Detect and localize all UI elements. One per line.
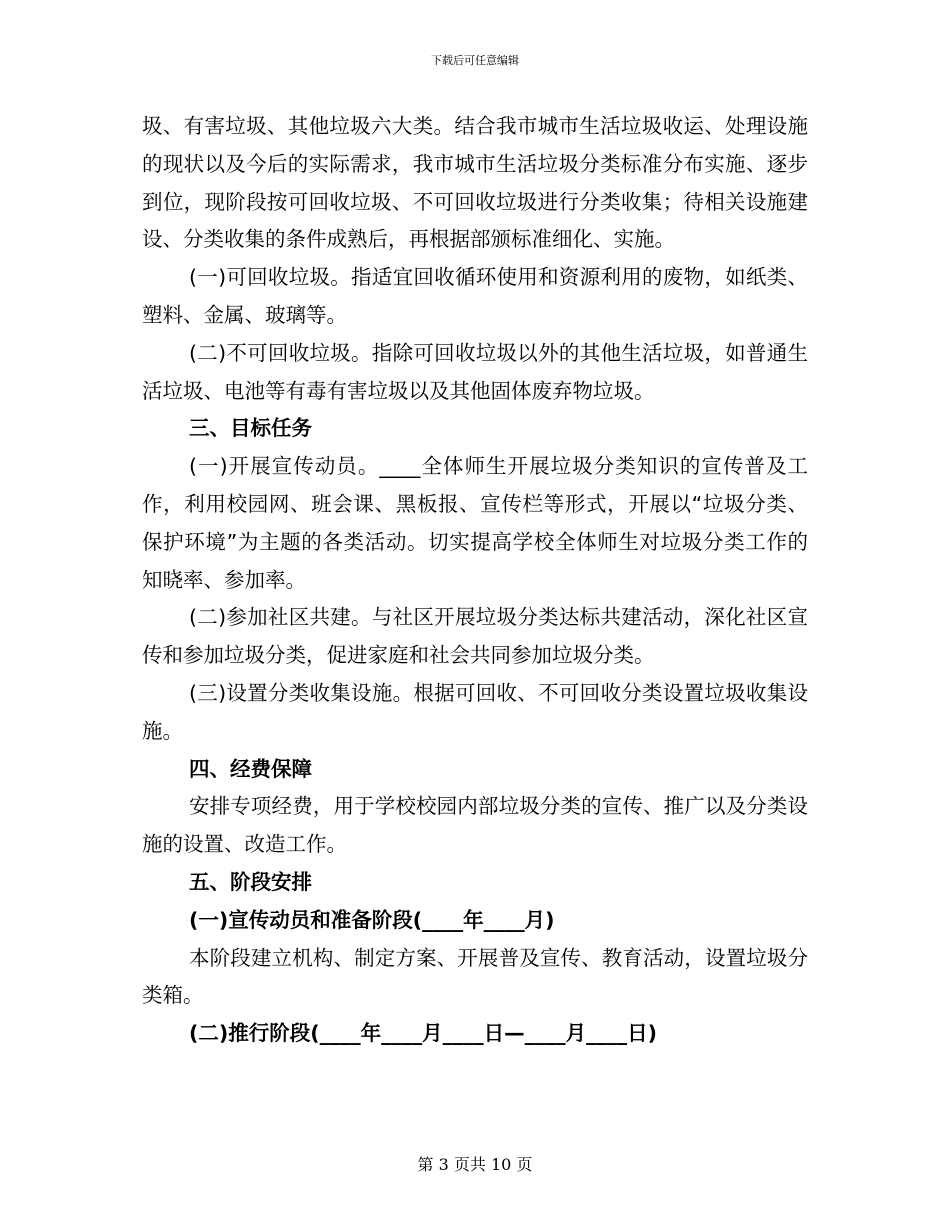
- paragraph-preparation: 本阶段建立机构、制定方案、开展普及宣传、教育活动，设置垃圾分类箱。: [142, 945, 808, 1008]
- page-header: 下载后可任意编辑: [431, 54, 519, 67]
- paragraph-community: (二)参加社区共建。与社区开展垃圾分类达标共建活动，深化社区宣传和参加垃圾分类，促进家庭和社会共同参加垃圾分类。: [142, 605, 808, 668]
- subheading-implementation-stage: (二)推行阶段(____年____月____日—____月____日): [189, 1021, 657, 1046]
- paragraph-funding: 安排专项经费，用于学校校园内部垃圾分类的宣传、推广以及分类设施的设置、改造工作。: [142, 794, 808, 857]
- paragraph-facilities: (三)设置分类收集设施。根据可回收、不可回收分类设置垃圾收集设施。: [142, 680, 808, 743]
- section-heading-goals: 三、目标任务: [189, 416, 312, 441]
- section-heading-stages: 五、阶段安排: [189, 869, 312, 894]
- paragraph-publicity: (一)开展宣传动员。____全体师生开展垃圾分类知识的宣传普及工作，利用校园网、班会课、黑板报、宣传栏等形式，开展以“垃圾分类、保护环境”为主题的各类活动。切实提高学校全体师生对垃圾分类工作的知晓率、参加率。: [142, 454, 808, 592]
- page-number: 第 3 页共 10 页: [417, 1155, 533, 1174]
- paragraph-recyclable: (一)可回收垃圾。指适宜回收循环使用和资源利用的废物，如纸类、塑料、金属、玻璃等。: [142, 265, 808, 327]
- section-heading-funding: 四、经费保障: [189, 756, 312, 781]
- paragraph-classification-intro: 圾、有害垃圾、其他垃圾六大类。结合我市城市生活垃圾收运、处理设施的现状以及今后的实际需求，我市城市生活垃圾分类标准分布实施、逐步到位，现阶段按可回收垃圾、不可回收垃圾进行分类收集；待相关设施建设、分类收集的条件成熟后，再根据部颁标准细化、实施。: [142, 114, 808, 252]
- document-body: [142, 108, 808, 1053]
- paragraph-non-recyclable: (二)不可回收垃圾。指除可回收垃圾以外的其他生活垃圾，如普通生活垃圾、电池等有毒有害垃圾以及其他固体废弃物垃圾。: [142, 340, 808, 403]
- subheading-preparation-stage: (一)宣传动员和准备阶段(____年____月): [189, 907, 555, 932]
